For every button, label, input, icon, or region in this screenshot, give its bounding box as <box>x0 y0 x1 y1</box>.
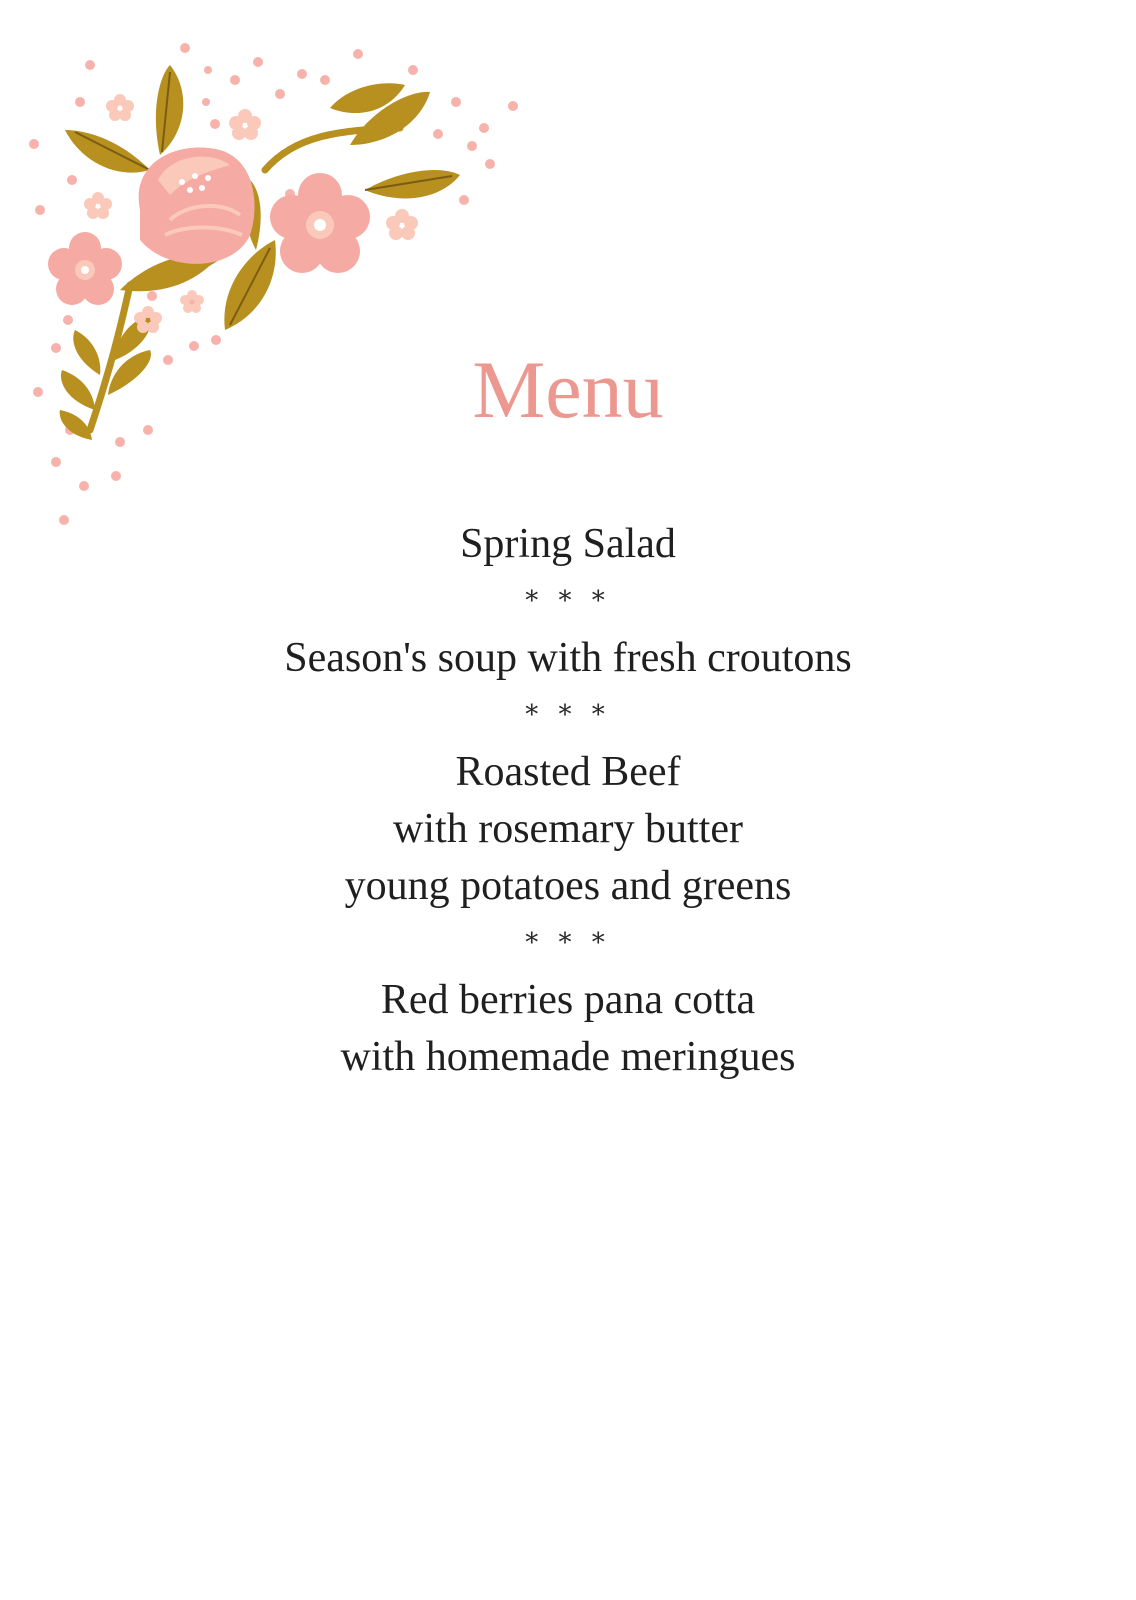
course-main <box>0 744 1136 915</box>
course-line: with rosemary butter <box>393 806 743 852</box>
course-line: Roasted Beef <box>455 749 681 795</box>
course-line: Season's soup with fresh croutons <box>284 635 852 681</box>
course-starter <box>0 516 1136 573</box>
course-separator: * * * <box>525 700 611 730</box>
course-line: Red berries pana cotta <box>380 977 756 1023</box>
course-dessert <box>0 972 1136 1086</box>
course-soup <box>0 630 1136 687</box>
menu-courses <box>0 516 1136 1086</box>
course-line: young potatoes and greens <box>344 863 792 909</box>
course-separator: * * * <box>525 586 611 616</box>
course-line: Spring Salad <box>460 521 676 567</box>
course-separator: * * * <box>525 928 611 958</box>
course-line: with homemade meringues <box>340 1034 796 1080</box>
menu-title: Menu <box>472 344 664 435</box>
floral-corner-icon <box>20 30 540 550</box>
